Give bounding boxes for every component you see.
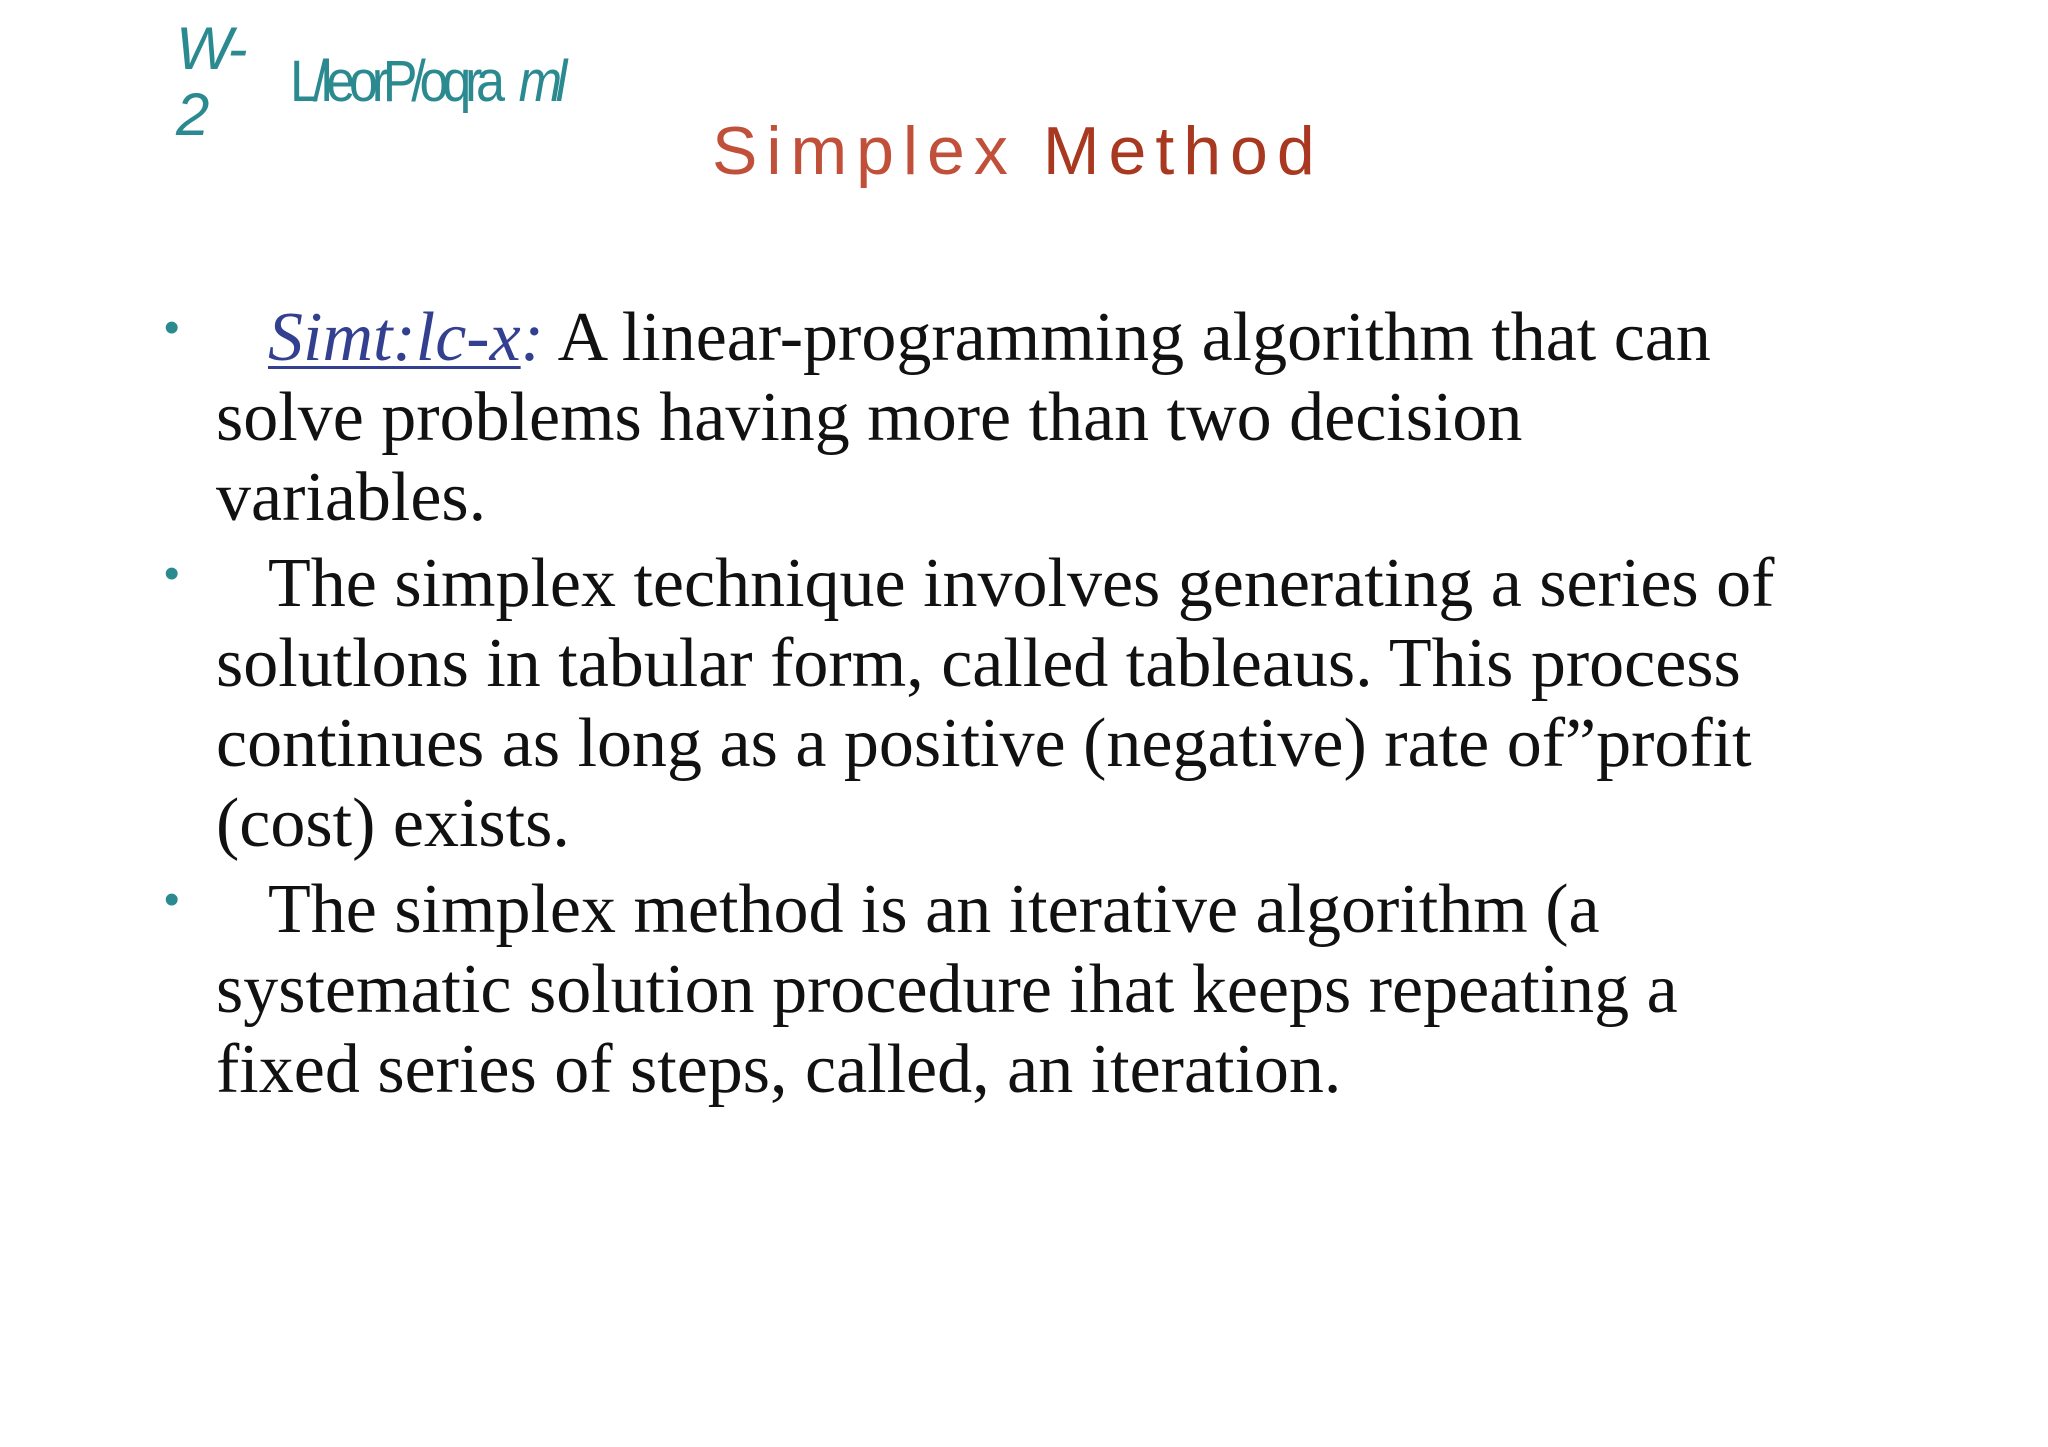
bullet-text: A linear-programming algorithm that can solve problems having more than two decision variables. [216, 299, 1711, 536]
bullet-dot-icon: • [164, 549, 180, 598]
term-colon: : [520, 299, 544, 376]
course-code [176, 14, 244, 150]
course-subject [290, 48, 561, 115]
bullet-item-definition [164, 298, 1804, 538]
course-code-line1: W- [176, 15, 244, 82]
bullet-item-technique [164, 544, 1804, 864]
course-subject-text: L/leorP/oqra [290, 49, 499, 114]
term-link[interactable]: Simt:lc-x [268, 299, 521, 376]
bullet-item-iterative [164, 870, 1804, 1110]
slide-title [712, 112, 1324, 190]
bullet-text: The simplex method is an iterative algorithm (a systematic solution procedure ihat keeps repeating a fixed series of steps, called, an iteration. [216, 871, 1678, 1108]
slide-title-word2: Method [1042, 113, 1324, 189]
bullet-text: The simplex technique involves generating a series of solutlons in tabular form, called tableaus. This process continues as long as a positive (negative) rate of”profit (cost) exists. [216, 545, 1775, 862]
bullet-dot-icon: • [164, 303, 180, 352]
course-subject-tail: ml [518, 49, 562, 114]
bullet-dot-icon: • [164, 875, 180, 924]
course-code-line2: 2 [176, 81, 210, 148]
bullet-list [164, 298, 1804, 1116]
slide-title-word1: Simplex [712, 113, 1017, 189]
